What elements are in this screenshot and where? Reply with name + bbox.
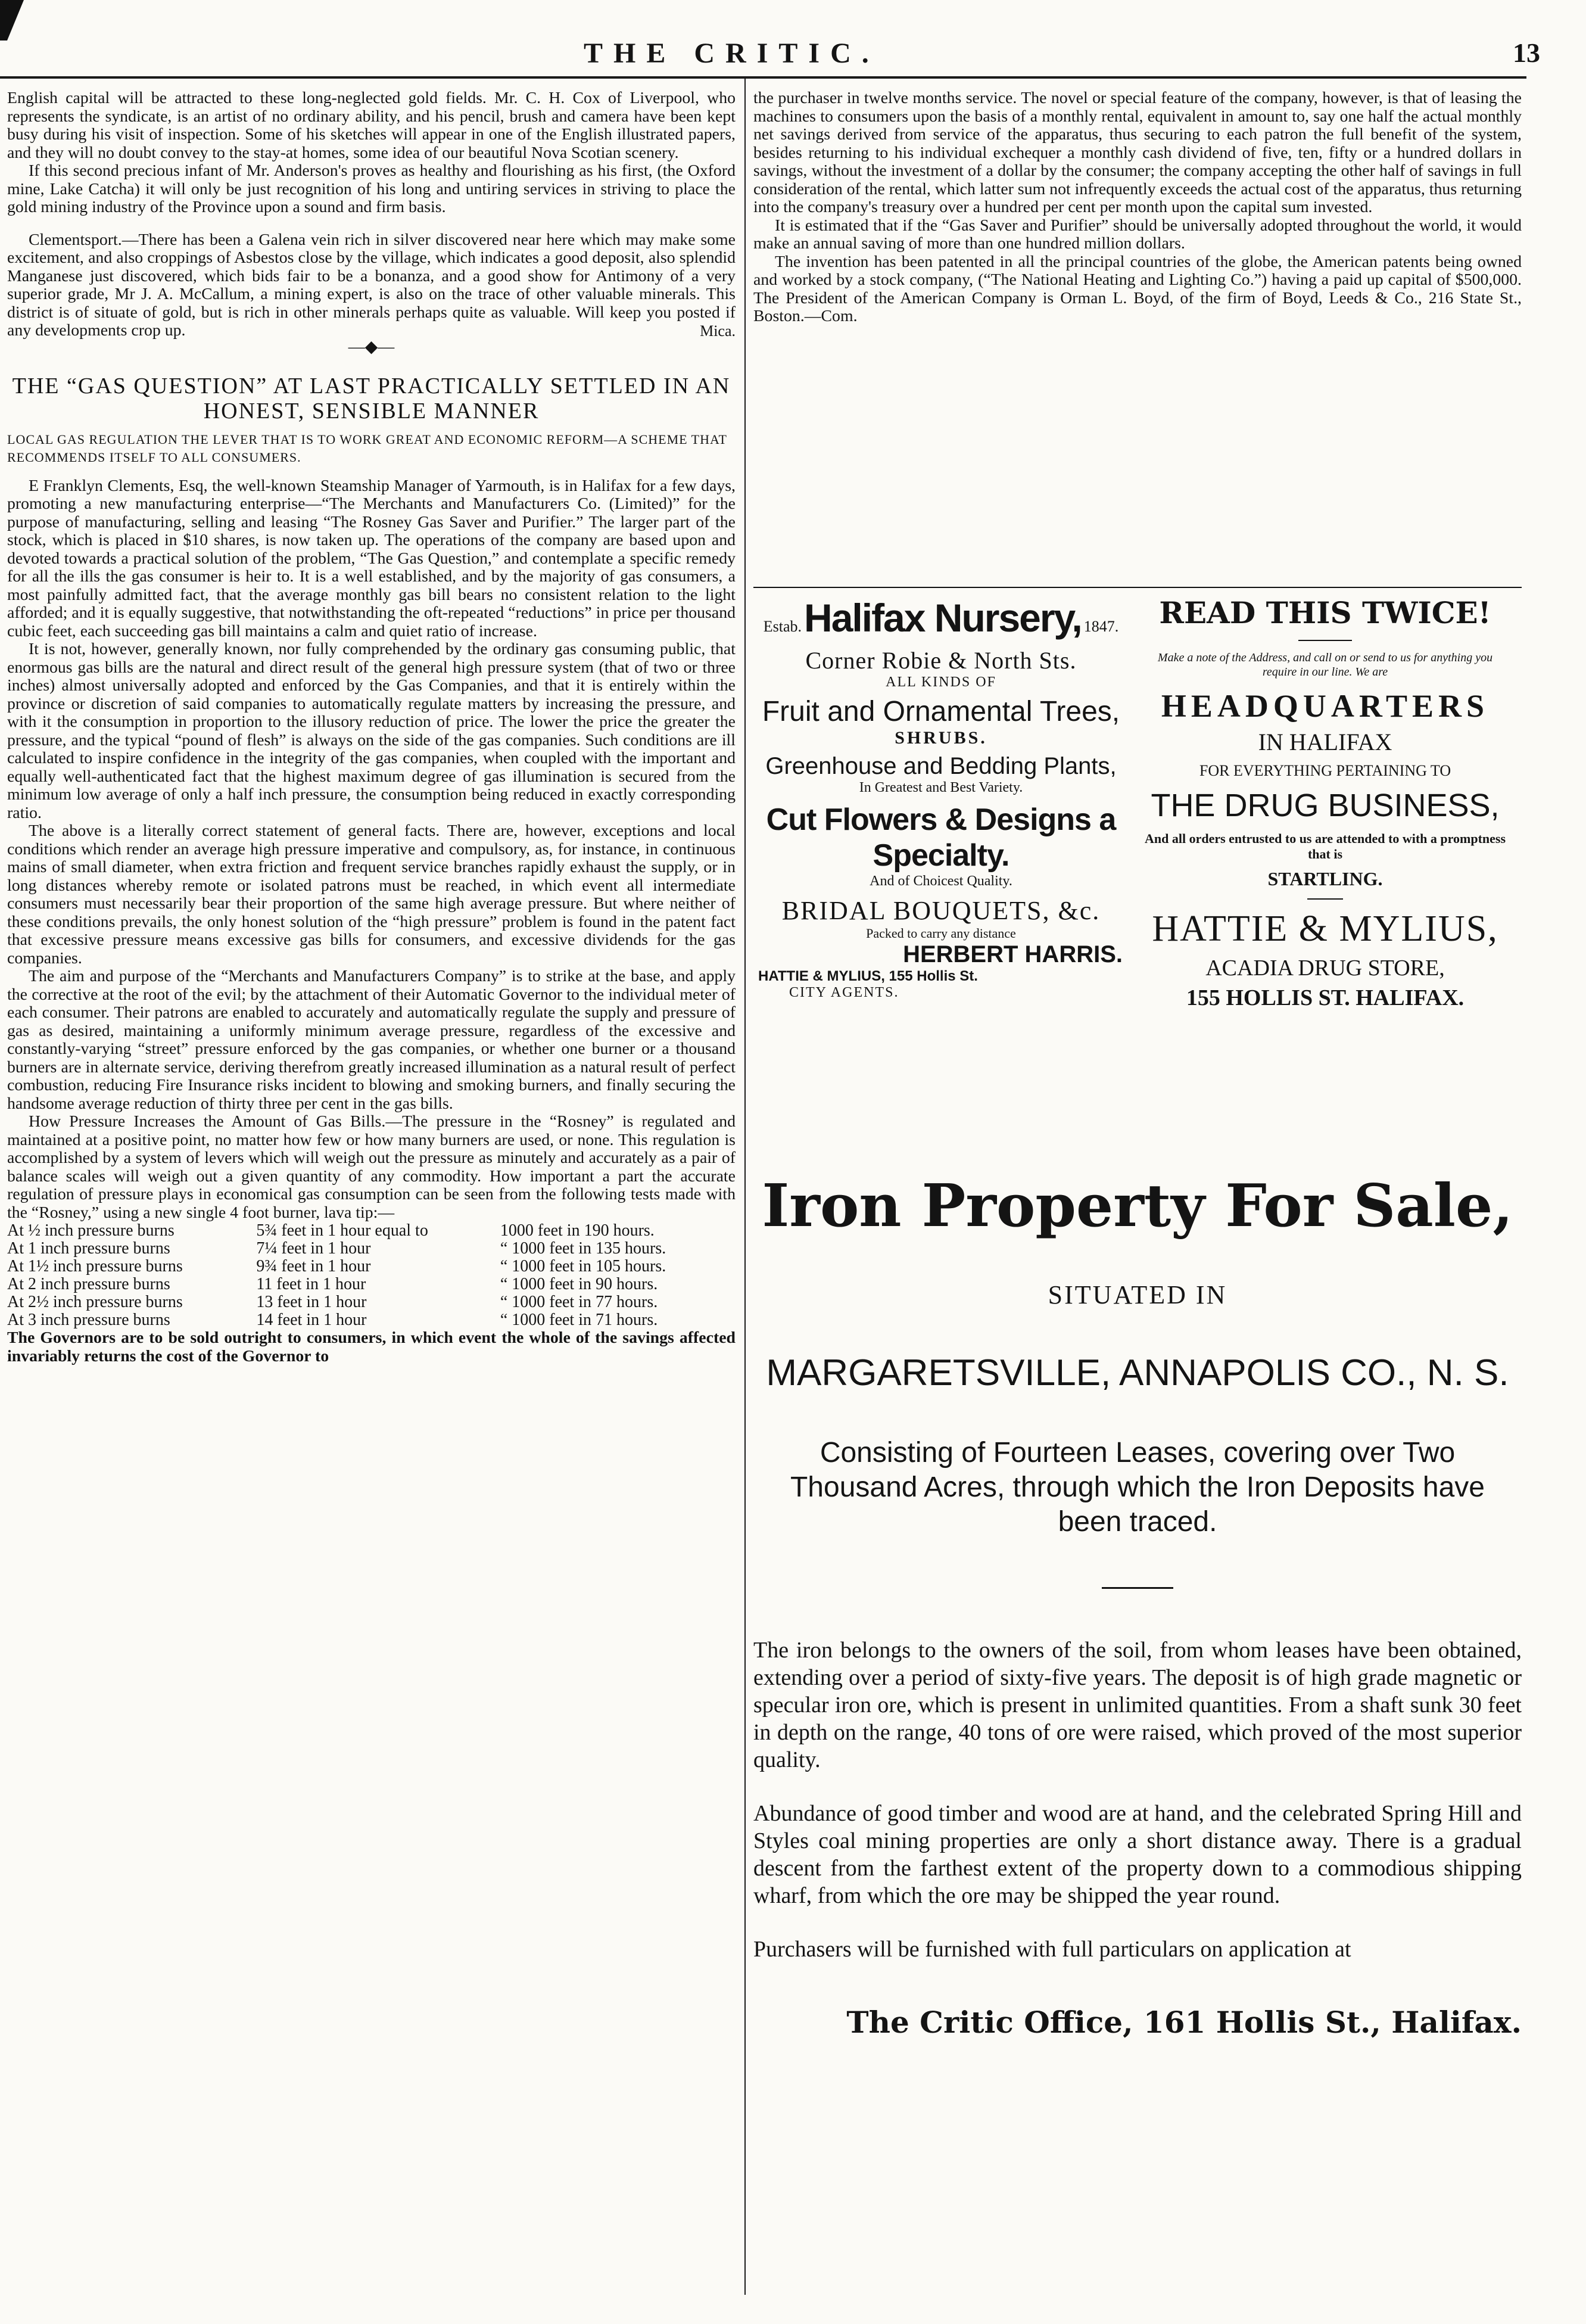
nursery-corner: Corner Robie & North Sts.: [805, 647, 1077, 674]
masthead: [0, 0, 1586, 71]
gas-paragraph-5: How Pressure Increases the Amount of Gas Bills.—The pressure in the “Rosney” is regulated and maintained at a positive point, no matter how few or how many burners are used, or none. This regulation is accomplished by a system of levers which will weigh out the pressure as minutely and accurately as a pair of balance scales will weigh out a given quantity of any commodity. How important a part the accurate regulation of pressure plays in economical gas consumption can be seen from the following tests made with the “Rosney,” using a new single 4 foot burner, lava tip:—: [7, 1112, 736, 1222]
iron-location: MARGARETSVILLE, ANNAPOLIS CO., N. S.: [766, 1352, 1509, 1393]
gas-paragraph-4: The aim and purpose of the “Merchants and Manufacturers Company” is to strike at the base, and apply the corrective at the root of the evil; by the attachment of their Automatic Governor to the individual meter of each consumer. Their patrons are enabled to accurately and automatically regulate the supply and pressure of gas as desired, maintaining a uniformly minimum average pressure, regardless of the excessive and constantly-varying “street” pressure enforced by the gas companies, or whether one burner or a thousand burners are in alternate service, deriving therefrom greatly increased illumination as a natural result of perfect combustion, reducing Fire Insurance risks incident to blowing and smoking burners, and finally securing the handsome average reduction of thirty three per cent in the gas bills.: [7, 967, 736, 1113]
nursery-packed: Packed to carry any distance: [866, 926, 1016, 941]
gas-paragraph-6: The Governors are to be sold outright to consumers, in which event the whole of the savings affected invariably returns the cost of the Governor to: [7, 1329, 736, 1365]
drug-in-halifax: IN HALIFAX: [1258, 729, 1392, 755]
table-row: At 1½ inch pressure burns 9¾ feet in 1 hour “ 1000 feet in 105 hours.: [7, 1257, 666, 1275]
iron-consisting: Consisting of Fourteen Leases, covering over Two Thousand Acres, through which the Iron Deposits have been traced.: [790, 1437, 1485, 1538]
nursery-name: Halifax Nursery,: [804, 596, 1082, 640]
gas-continued-paragraph-3: The invention has been patented in all the principal countries of the globe, the American patents being owned and worked by a stock company, (“The National Heating and Lighting Co.”) having a paid up capital of $500,000. The President of the American Company is Orman L. Boyd, of the firm of Boyd, Leeds & Co., 216 State St., Boston.—Com.: [753, 252, 1522, 325]
gas-paragraph-1: E Franklyn Clements, Esq, the well-known Steamship Manager of Yarmouth, is in Halifax for a few days, promoting a new manufacturing enterprise—“The Merchants and Manufacturers Co. (Limited)” for the purpose of manufacturing, selling and leasing “The Rosney Gas Saver and Purifier.” The larger part of the stock, which is placed in $10 shares, is now taken up. The operations of the company are based upon and devoted towards a practical solution of the problem, “The Gas Question,” and contemplate a specific remedy for all the ills the gas consumer is heir to. It is a well established, and by the majority of gas consumers, a most painfully admitted fact, that the average monthly gas bill bears no consistent relation to the light afforded; and it is equally suggestive, that notwithstanding the oft-repeated “reductions” in price per thousand cubic feet, each succeeding gas bill maintains a calm and quiet ratio of increase.: [7, 476, 736, 640]
nursery-shrubs: SHRUBS.: [895, 728, 987, 748]
table-row: At 2½ inch pressure burns 13 feet in 1 hour “ 1000 feet in 77 hours.: [7, 1293, 658, 1311]
gas-continued-paragraph-1: the purchaser in twelve months service. The novel or special feature of the company, however, is that of leasing the machines to consumers upon the basis of a monthly rental, equivalent in amount to, say one half the actual monthly net savings derived from service of the apparatus, thus securing to each patron the full benefit of the system, besides returning to his individual exchequer a monthly cash dividend of five, ten, fifty or a hundred dollars in savings, without the investment of a dollar by the consumer; the company accepting the other half of savings in full consideration of the rental, which latter sum not infrequently exceeds the actual cost of the apparatus, thus returning into the company's treasury over a hundred per cent per month upon the capital sum invested.: [753, 89, 1522, 216]
gas-question-subhead: LOCAL GAS REGULATION THE LEVER THAT IS TO WORK GREAT AND ECONOMIC REFORM—A SCHEME THAT RECOMMENDS ITSELF TO ALL CONSUMERS.: [7, 431, 727, 465]
nursery-all-kinds: ALL KINDS OF: [886, 674, 996, 690]
corner-ornament: [0, 0, 24, 41]
clementsport-paragraph: Clementsport.—There has been a Galena vein rich in silver discovered near here which may make some excitement, and also croppings of Asbestos close by the village, which indicates a good deposit, also splendid Manganese just discovered, which bids fair to be a bonanza, and a good show for Antimony of a very superior grade, Mr J. A. McCallum, a mining expert, is also on the trace of other valuable minerals. This district is of situate of gold, but is rich in other minerals perhaps quite as valuable. Will keep you posted if any developments crop up.: [7, 230, 736, 340]
iron-paragraph-2: Abundance of good timber and wood are at hand, and the celebrated Spring Hill and Styles coal mining properties are only a short distance away. There is a gradual descent from the farthest extent of the property down to a commodious shipping wharf, from which the ore may be shipped the year round.: [753, 1801, 1522, 1908]
nursery-header: [753, 595, 1129, 640]
drug-orders: And all orders entrusted to us are attended to with a promptness that is: [1144, 831, 1506, 861]
iron-title: Iron Property For Sale,: [762, 1172, 1513, 1240]
nursery-bridal: BRIDAL BOUQUETS, &c.: [781, 896, 1101, 925]
paper-title: THE CRITIC.: [584, 38, 880, 69]
halifax-nursery-ad: [753, 587, 1129, 1112]
drug-startling: STARTLING.: [1267, 868, 1383, 889]
masthead-rule: [0, 76, 1526, 79]
nursery-quality: And of Choicest Quality.: [870, 873, 1012, 889]
nursery-fruit: Fruit and Ornamental Trees,: [762, 696, 1120, 727]
drug-store-ad: [1129, 587, 1522, 1112]
column-divider: [744, 79, 746, 2295]
table-row: At ½ inch pressure burns 5¾ feet in 1 hour equal to 1000 feet in 190 hours.: [7, 1221, 655, 1240]
nursery-year: 1847.: [1083, 618, 1119, 635]
nursery-variety: In Greatest and Best Variety.: [859, 780, 1023, 795]
short-rule: [1298, 640, 1352, 641]
short-rule-2: [1307, 898, 1343, 900]
page-number: 13: [1513, 38, 1540, 68]
pressure-test-table: [7, 1222, 736, 1329]
drug-note: Make a note of the Address, and call on or send to us for anything you require in our line. We are: [1157, 651, 1493, 679]
table-row: At 2 inch pressure burns 11 feet in 1 hour “ 1000 feet in 90 hours.: [7, 1275, 658, 1293]
drug-store-name: ACADIA DRUG STORE,: [1205, 956, 1445, 981]
estab-label: Estab.: [763, 618, 802, 635]
drug-firm: HATTIE & MYLIUS,: [1152, 909, 1498, 949]
nursery-cut-flowers: Cut Flowers & Designs a Specialty.: [766, 802, 1116, 873]
nursery-proprietor: HERBERT HARRIS.: [903, 941, 1123, 967]
left-column: [7, 89, 736, 1365]
anderson-paragraph: If this second precious infant of Mr. Anderson's proves as healthy and flourishing as his first, (the Oxford mine, Lake Catcha) it will only be just recognition of his long and untiring services in striving to place the gold mining industry of the Province upon a sound and firm basis.: [7, 161, 736, 216]
read-this-twice: READ THIS TWICE!: [1159, 595, 1491, 630]
nursery-city-agents: CITY AGENTS.: [789, 985, 899, 1000]
drug-business: THE DRUG BUSINESS,: [1151, 788, 1500, 823]
gold-fields-paragraph: English capital will be attracted to these long-neglected gold fields. Mr. C. H. Cox of Liverpool, who represents the syndicate, is an artist of no ordinary ability, and his pencil, brush and camera have been kept busy during his visit of inspection. Some of his sketches will appear in one of the English illustrated papers, and they will no doubt convey to the stay-at homes, some idea of our beautiful Nova Scotian scenery.: [7, 89, 736, 162]
gas-continued-paragraph-2: It is estimated that if the “Gas Saver and Purifier” should be universally adopted throughout the world, it would make an annual saving of more than one hundred million dollars.: [753, 216, 1522, 253]
iron-paragraph-3: Purchasers will be furnished with full particulars on application at: [753, 1937, 1351, 1962]
drug-headquarters: HEADQUARTERS: [1161, 688, 1490, 724]
iron-contact-address: The Critic Office, 161 Hollis St., Halifax.: [846, 2005, 1522, 2040]
iron-rule: [1102, 1587, 1173, 1589]
gas-paragraph-2: It is not, however, generally known, nor fully comprehended by the ordinary gas consuming public, that enormous gas bills are the natural and direct result of the general high pressure system (that of two or three inches) almost universally adopted and enforced by the Gas Companies, and that it is entirely within the province or discretion of said companies to automatically regulate matters by increasing the pressure, and with it the consumption in proportion to the illusory reduction of price. The lower the price the greater the pressure, and the typical “pound of flesh” is always on the side of the gas companies. Such conditions are ill calculated to inspire confidence in the integrity of the gas companies, when coupled with the important and equally well-authenticated fact that the highest maximum degree of gas illumination is secured from the minimum low average of only a half inch pressure, the consumption being reduced in exactly corresponding ratio.: [7, 640, 736, 822]
iron-property-ad: [753, 1147, 1522, 2279]
drug-address: 155 HOLLIS ST. HALIFAX.: [1186, 985, 1465, 1010]
gas-paragraph-3: The above is a literally correct statement of general facts. There are, however, exceptions and local conditions which render an average high pressure imperative and compulsory, as, for instance, in continuous mains of small diameter, when extra friction and frequent service branches rapidly exhaust the supply, or in long distances whereby remote or isolated patrons must be reached, in which event all intermediate consumers must necessarily bear their proportion of the same high average pressure. But where neither of these conditions prevails, the only honest solution of the “high pressure” problem is found in the patent fact that excessive pressure means excessive gas bills for consumers, and excessive dividends for the gas companies.: [7, 822, 736, 967]
right-column-article: [753, 89, 1522, 326]
clementsport-signature: Mica.: [700, 322, 736, 340]
nursery-greenhouse: Greenhouse and Bedding Plants,: [765, 753, 1117, 779]
table-row: At 1 inch pressure burns 7¼ feet in 1 hour “ 1000 feet in 135 hours.: [7, 1239, 666, 1258]
section-ornament: —◆—: [348, 337, 395, 356]
table-row: At 3 inch pressure burns 14 feet in 1 hour “ 1000 feet in 71 hours.: [7, 1311, 658, 1329]
iron-paragraph-1: The iron belongs to the owners of the soil, from whom leases have been obtained, extending over a period of sixty-five years. The deposit is of high grade magnetic or specular iron ore, which is present in unlimited quantities. From a shaft sunk 30 feet in depth on the range, 40 tons of ore were raised, which proved of the most superior quality.: [753, 1638, 1522, 1772]
nursery-agents: HATTIE & MYLIUS, 155 Hollis St.: [758, 968, 978, 984]
iron-situated: SITUATED IN: [1048, 1280, 1227, 1309]
gas-question-headline: THE “GAS QUESTION” AT LAST PRACTICALLY SETTLED IN AN HONEST, SENSIBLE MANNER: [12, 373, 731, 424]
drug-everything: FOR EVERYTHING PERTAINING TO: [1199, 762, 1451, 779]
